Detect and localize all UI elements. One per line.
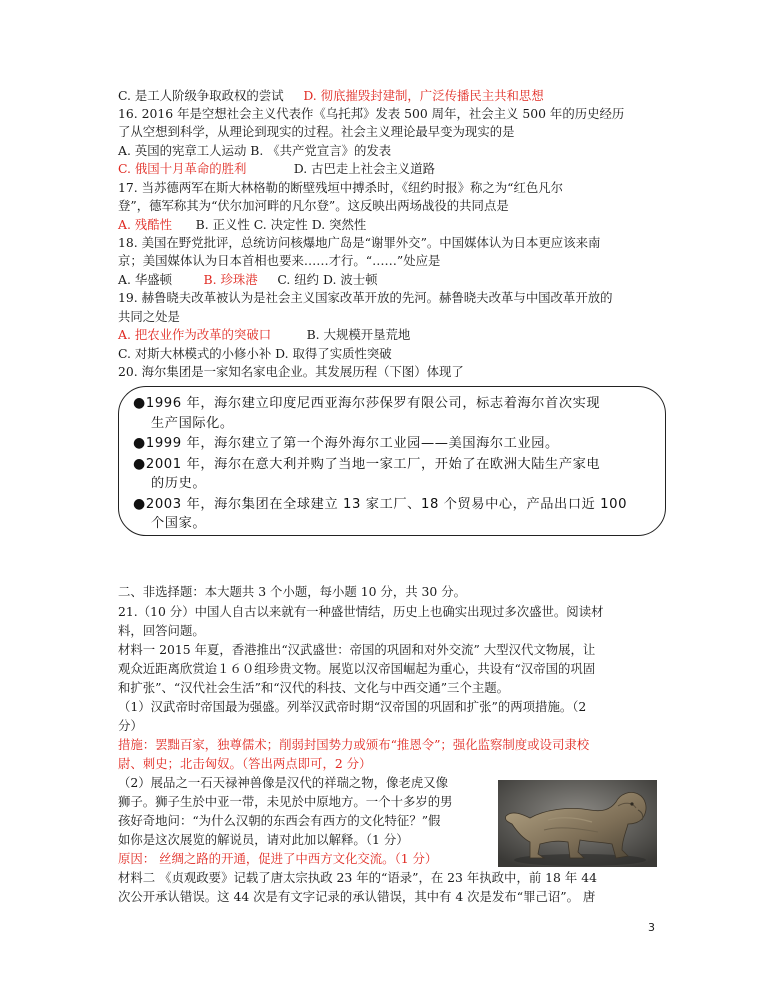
q18-options-cd: C. 纽约 D. 波士顿 bbox=[277, 272, 378, 287]
q21-sub2-4: 如你是这次展览的解说员，请对此加以解释。（1 分） bbox=[118, 832, 409, 847]
q19-stem-1: 19. 赫鲁晓夫改革被认为是社会主义国家改革开放的先河。赫鲁晓夫改革与中国改革开放的 bbox=[118, 290, 613, 305]
q19-options-cd: C. 对斯大林模式的小修小补 D. 取得了实质性突破 bbox=[118, 346, 392, 361]
timeline-item-1996-cont: 生产国际化。 bbox=[151, 416, 234, 431]
timeline-item-2003-cont: 个国家。 bbox=[151, 516, 207, 531]
q19-option-b: B. 大规模开垦荒地 bbox=[306, 327, 411, 342]
q21-sub2-3: 孩好奇地问：“为什么汉朝的东西会有西方的文化特征？”假 bbox=[118, 813, 441, 828]
bullet-icon: ● bbox=[133, 435, 146, 451]
timeline-item-1996 bbox=[133, 394, 600, 413]
timeline-text: 2003 年，海尔集团在全球建立 13 家工厂、18 个贸易中心，产品出口近 100 bbox=[145, 497, 628, 512]
bullet-icon: ● bbox=[133, 496, 146, 512]
q21-answer1-2: 尉、刺史；北击匈奴。（答出两点即可，2 分） bbox=[118, 756, 372, 771]
q18-stem-1: 18. 美国在野党批评，总统访问核爆地广岛是“谢罪外交”。中国媒体认为日本更应该来南 bbox=[118, 235, 601, 250]
q18-option-a: A. 华盛顿 bbox=[118, 272, 172, 287]
q19-answer-a: A. 把农业作为改革的突破口 bbox=[118, 327, 272, 342]
q17-answer-a: A. 残酷性 bbox=[118, 217, 172, 232]
q16-options-ab: A. 英国的宪章工人运动 B. 《共产党宣言》的发表 bbox=[118, 143, 392, 158]
bullet-icon: ● bbox=[133, 395, 146, 411]
q21-sub1-2: 分） bbox=[118, 718, 143, 733]
q17-options-bcd: B. 正义性 C. 决定性 D. 突然性 bbox=[195, 217, 367, 232]
q18-stem-2: 京；美国媒体认为日本首相也要来……才行。“……”处应是 bbox=[118, 253, 441, 268]
q21-sub2-2: 狮子。狮子生於中亚一带，未见於中原地方。一个十多岁的男 bbox=[118, 794, 453, 809]
material2-line1: 材料二 《贞观政要》记载了唐太宗执政 23 年的“语录”，在 23 年执政中，前 18 年 44 bbox=[118, 870, 597, 885]
timeline-text: 1999 年，海尔建立了第一个海外海尔工业园——美国海尔工业园。 bbox=[145, 436, 559, 451]
bullet-icon: ● bbox=[133, 456, 146, 472]
q21-answer2: 原因： 丝绸之路的开通，促进了中西方文化交流。（1 分） bbox=[118, 851, 438, 866]
timeline-item-2001 bbox=[133, 455, 600, 474]
timeline-item-2001-cont: 的历史。 bbox=[151, 476, 207, 491]
material1-line1: 材料一 2015 年夏，香港推出“汉武盛世：帝国的巩固和对外交流” 大型汉代文物展，让 bbox=[118, 642, 596, 657]
q15-answer-d: D. 彻底摧毁封建制，广泛传播民主共和思想 bbox=[303, 88, 544, 103]
q16-stem-2: 了从空想到科学，从理论到现实的过程。社会主义理论最早变为现实的是 bbox=[118, 124, 515, 139]
timeline-item-1999 bbox=[133, 434, 559, 453]
q16-answer-c: C. 俄国十月革命的胜利 bbox=[118, 161, 247, 176]
part2-heading: 二、非选择题：本大题共 3 个小题，每小题 10 分，共 30 分。 bbox=[118, 584, 467, 599]
q21-sub2-1: （2）展品之一石天禄神兽像是汉代的祥瑞之物，像老虎又像 bbox=[118, 775, 449, 790]
q18-answer-b: B. 珍珠港 bbox=[203, 272, 258, 287]
stone-beast-photo bbox=[498, 780, 657, 867]
q17-options bbox=[118, 216, 366, 234]
q19-stem-2: 共同之处是 bbox=[118, 309, 180, 324]
q21-answer1-1: 措施：罢黜百家，独尊儒术；削弱封国势力或颁布“推恩令”；强化监察制度或设司隶校 bbox=[118, 737, 590, 752]
q16-stem-1: 16. 2016 年是空想社会主义代表作《乌托邦》发表 500 周年，社会主义 500 年的历史经历 bbox=[118, 106, 625, 121]
q16-options-cd bbox=[118, 160, 435, 178]
q17-stem-1: 17. 当苏德两军在斯大林格勒的断壁残垣中搏杀时，《纽约时报》称之为“红色凡尔 bbox=[118, 180, 564, 195]
q21-stem-1: 21.（10 分）中国人自古以来就有一种盛世情结，历史上也确实出现过多次盛世。阅读材 bbox=[118, 604, 604, 619]
q15-option-c: C. 是工人阶级争取政权的尝试 bbox=[118, 88, 284, 103]
timeline-text: 1996 年，海尔建立印度尼西亚海尔莎保罗有限公司，标志着海尔首次实现 bbox=[145, 396, 601, 411]
q21-sub1-1: （1）汉武帝时帝国最为强盛。列举汉武帝时期“汉帝国的巩固和扩张”的两项措施。（2 bbox=[118, 699, 587, 714]
q15-option-c-d bbox=[118, 87, 544, 105]
material1-line3: 和扩张”、“汉代社会生活”和“汉代的科技、文化与中西交通”三个主题。 bbox=[118, 680, 510, 695]
q20-stem: 20. 海尔集团是一家知名家电企业。其发展历程（下图）体现了 bbox=[118, 364, 464, 379]
material2-line2: 次公开承认错误。这 44 次是有文字记录的承认错误，其中有 4 次是发布“罪己诏”。 唐 bbox=[118, 889, 596, 904]
q17-stem-2: 登”，德军称其为“伏尔加河畔的凡尔登”。这反映出两场战役的共同点是 bbox=[118, 198, 509, 213]
q21-stem-2: 料，回答问题。 bbox=[118, 623, 205, 638]
page-number: 3 bbox=[648, 921, 655, 934]
timeline-item-2003 bbox=[133, 495, 627, 514]
material1-line2: 观众近距离欣赏迨１６０组珍贵文物。展览以汉帝国崛起为重心，共设有“汉帝国的巩固 bbox=[118, 661, 596, 676]
timeline-text: 2001 年，海尔在意大利并购了当地一家工厂，开始了在欧洲大陆生产家电 bbox=[145, 457, 601, 472]
q16-option-d: D. 古巴走上社会主义道路 bbox=[293, 161, 435, 176]
q18-options bbox=[118, 271, 378, 289]
q19-options-ab bbox=[118, 326, 410, 344]
tianlu-beast-icon bbox=[498, 780, 657, 867]
